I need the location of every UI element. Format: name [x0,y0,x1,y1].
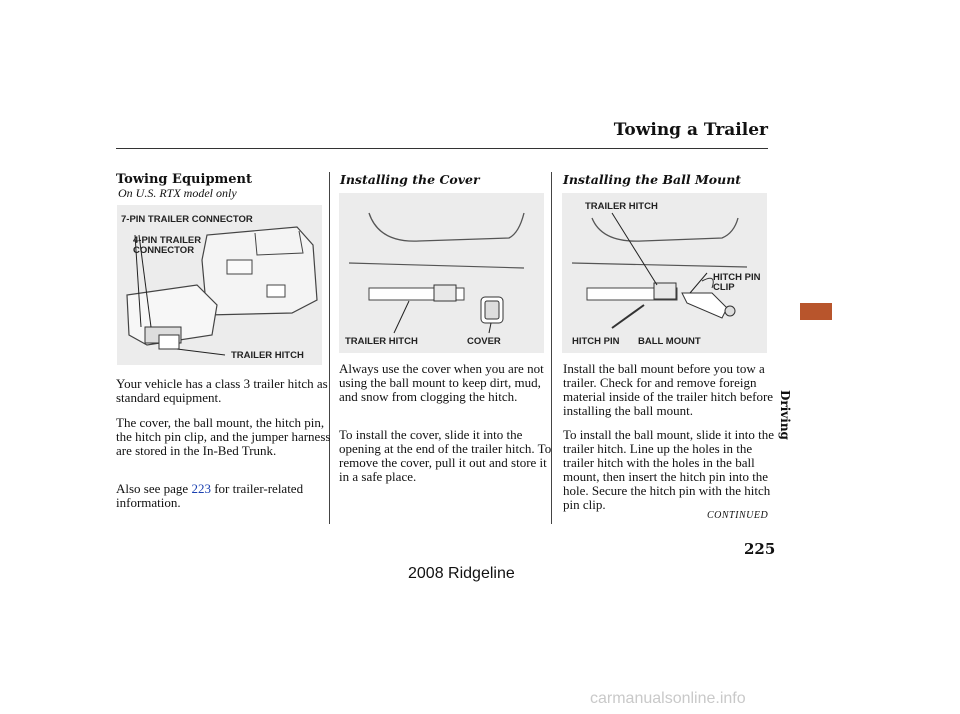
section-heading-installing-cover: Installing the Cover [340,172,480,187]
page-title: Towing a Trailer [613,120,768,140]
paragraph-class3-hitch: Your vehicle has a class 3 trailer hitch as standard equipment. [116,376,328,405]
see-page-text: Also see page [116,481,189,496]
paragraph-storage: The cover, the ball mount, the hitch pin, the hitch pin clip, and the jumper harness are stored in the In-Bed Trunk. [116,415,331,458]
continued-label: CONTINUED [707,510,769,521]
label-cover: COVER [467,336,501,347]
paragraph-install-ball-mount: To install the ball mount, slide it into the trailer hitch. Line up the holes in the trailer hitch with the holes in the ball mount, then insert the hitch pin into the hole. Secure the hitch pin with the hitch pin clip. [563,427,775,512]
label-4-pin-connector: 4-PIN TRAILER [133,235,202,246]
label-7-pin-connector: 7-PIN TRAILER CONNECTOR [121,214,253,225]
watermark: carmanualsonline.info [590,690,746,707]
footer-model: 2008 Ridgeline [408,565,515,582]
see-page-text-after: for trailer-related information. [116,481,304,510]
figure-installing-cover [339,193,544,353]
page-number: 225 [744,540,776,558]
cover-illustration [339,193,544,353]
truck-rear-illustration [117,205,322,365]
label-hitch-pin: HITCH PIN [572,336,620,347]
label-trailer-hitch-middle: TRAILER HITCH [345,336,418,347]
label-hitch-pin-clip: HITCH PIN [713,272,761,283]
section-heading-towing-equipment: Towing Equipment [116,172,253,187]
paragraph-use-cover: Always use the cover when you are not using the ball mount to keep dirt, mud, and snow from clogging the hitch. [339,361,544,404]
label-4-pin-connector-line2: CONNECTOR [133,245,195,256]
figure-towing-equipment [117,205,322,365]
model-note: On U.S. RTX model only [118,186,237,200]
header-rule [116,148,768,149]
paragraph-see-page [116,482,336,510]
paragraph-install-cover: To install the cover, slide it into the opening at the end of the trailer hitch. To remove the cover, pull it out and store it in a safe place. [339,427,552,484]
page-link-223[interactable]: 223 [191,481,211,496]
column-divider-1 [329,172,330,524]
paragraph-install-before-tow: Install the ball mount before you tow a trailer. Check for and remove foreign material inside of the trailer hitch before installing the ball mount. [563,361,774,418]
section-heading-installing-ball-mount: Installing the Ball Mount [563,172,742,187]
section-tab [800,303,832,320]
label-hitch-pin-clip-line2: CLIP [713,282,735,293]
label-trailer-hitch-left: TRAILER HITCH [231,350,304,361]
label-trailer-hitch-right: TRAILER HITCH [585,201,658,212]
sidebar-section-label: Driving [778,390,792,440]
label-ball-mount: BALL MOUNT [638,336,701,347]
